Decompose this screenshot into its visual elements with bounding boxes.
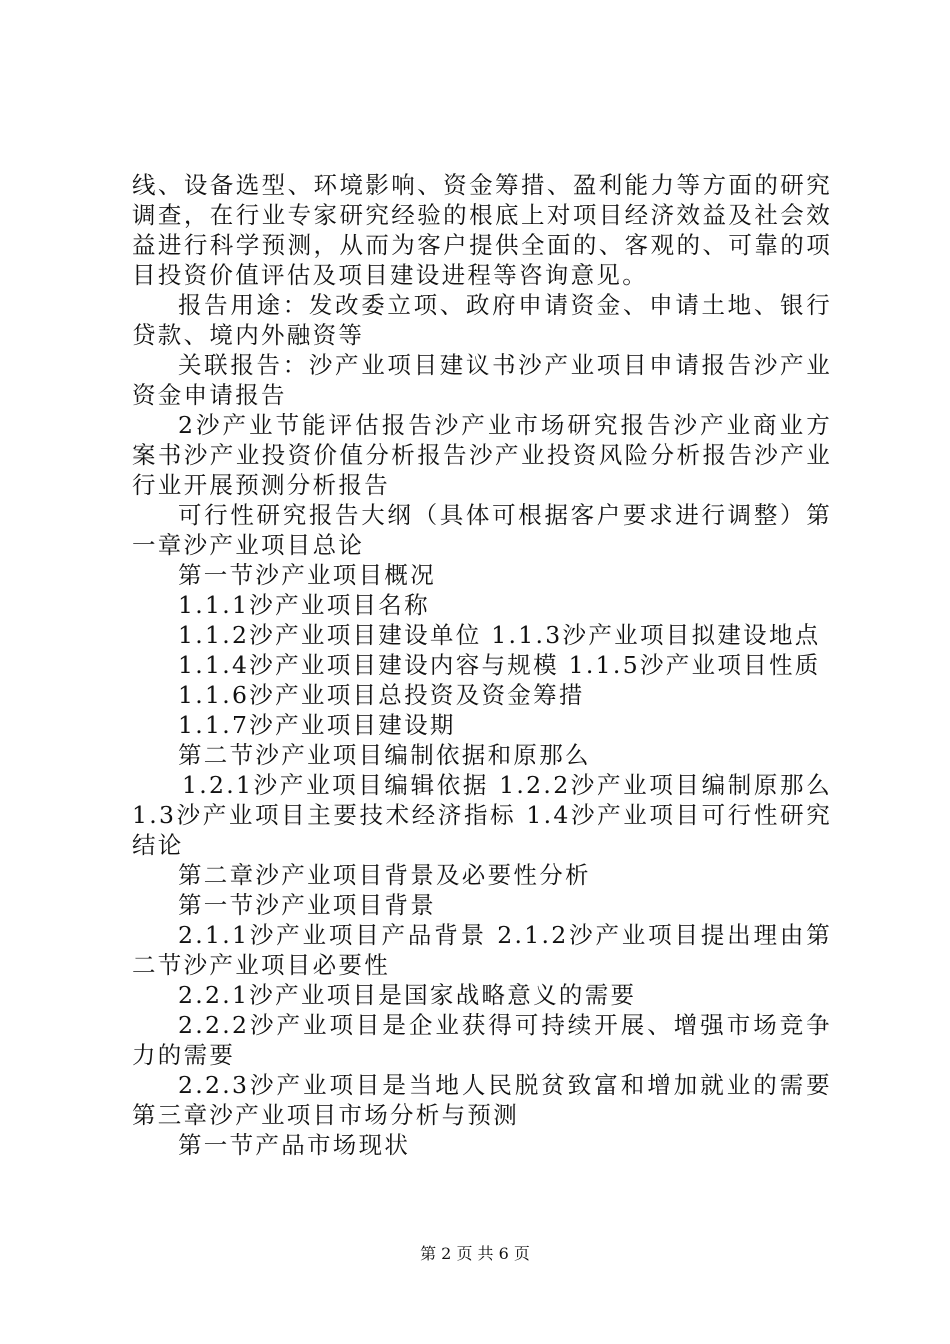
document-body [132,170,832,1160]
outline-section-heading: 第一节沙产业项目概况 [178,561,436,589]
page-number-footer: 第 2 页 共 6 页 [420,1244,530,1263]
outline-item: 2.2.2沙产业项目是企业获得可持续开展、增强市场竞争力的需要 [132,1011,832,1069]
outline-item: 1.2.1沙产业项目编辑依据 1.2.2沙产业项目编制原那么 1.3沙产业项目主要技术经济指标 1.4沙产业项目可行性研究结论 [132,771,832,859]
outline-item: 1.1.4沙产业项目建设内容与规模 1.1.5沙产业项目性质 [178,651,821,679]
outline-item: 2.1.1沙产业项目产品背景 2.1.2沙产业项目提出理由第二节沙产业项目必要性 [132,921,832,979]
outline-item: 2.2.3沙产业项目是当地人民脱贫致富和增加就业的需要第三章沙产业项目市场分析与预测 [132,1071,832,1129]
paragraph-related-reports: 关联报告：沙产业项目建议书沙产业项目申请报告沙产业资金申请报告 [132,351,832,409]
outline-item: 1.1.1沙产业项目名称 [178,591,430,619]
paragraph-related-reports-list: 2沙产业节能评估报告沙产业市场研究报告沙产业商业方案书沙产业投资价值分析报告沙产业投资风险分析报告沙产业行业开展预测分析报告 [132,411,832,499]
outline-section-heading: 第二节沙产业项目编制依据和原那么 [178,741,591,769]
paragraph-outline-intro: 可行性研究报告大纲（具体可根据客户要求进行调整）第一章沙产业项目总论 [132,501,832,559]
outline-item: 1.1.2沙产业项目建设单位 1.1.3沙产业项目拟建设地点 [178,621,821,649]
outline-section-heading: 第一节产品市场现状 [178,1131,411,1159]
outline-chapter-heading: 第二章沙产业项目背景及必要性分析 [178,861,591,889]
paragraph-continuation: 线、设备选型、环境影响、资金筹措、盈利能力等方面的研究调查，在行业专家研究经验的根底上对项目经济效益及社会效益进行科学预测，从而为客户提供全面的、客观的、可靠的项目投资价值评估及项目建设进程等咨询意见。 [132,171,832,289]
outline-item: 2.2.1沙产业项目是国家战略意义的需要 [178,981,637,1009]
outline-item: 1.1.6沙产业项目总投资及资金筹措 [178,681,585,709]
paragraph-report-usage: 报告用途：发改委立项、政府申请资金、申请土地、银行贷款、境内外融资等 [132,291,832,349]
outline-section-heading: 第一节沙产业项目背景 [178,891,436,919]
outline-item: 1.1.7沙产业项目建设期 [178,711,456,739]
